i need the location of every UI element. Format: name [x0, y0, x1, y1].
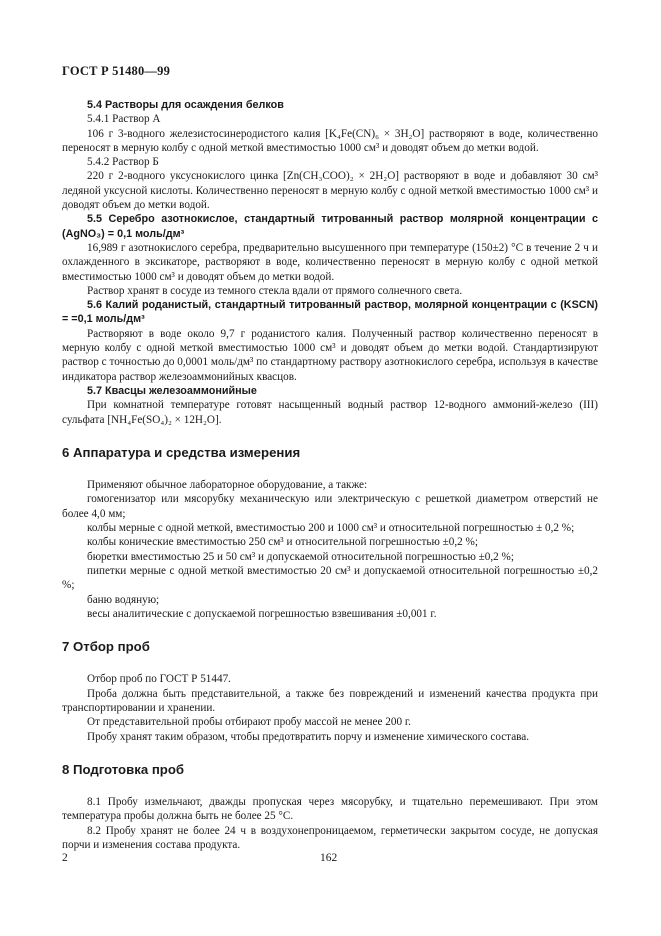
paragraph-8-1: 8.1 Пробу измельчают, дважды пропуская через мясорубку, и тщательно перемешивают. При этом температура пробы должна быть не более 25 °С. — [62, 796, 598, 823]
heading-5-4: 5.4 Растворы для осаждения белков — [87, 99, 284, 111]
paragraph-7-3: От представительной пробы отбирают пробу массой не менее 200 г. — [87, 716, 411, 729]
list-item-6-4: бюретки вместимостью 25 и 50 см³ и допускаемой относительной погрешностью ±0,2 %; — [87, 550, 514, 563]
paragraph-7-2: Проба должна быть представительной, а также без повреждений и изменений качества продукта при транспортировании и хранении. — [62, 687, 598, 714]
paragraph-7-4: Пробу хранят таким образом, чтобы предотвратить порчу и изменение химического состава. — [87, 730, 530, 743]
list-item-6-6: баню водяную; — [87, 593, 160, 606]
list-item-6-1: гомогенизатор или мясорубку механическую или электрическую с решеткой диаметром отверстий не более 4,0 мм; — [62, 493, 598, 520]
paragraph-5-7-1: При комнатной температуре готовят насыщенный водный раствор 12-водного аммоний-железо (III) сульфата [NH₄Fe(SO₄)₂ × 12H₂O]. — [62, 399, 598, 426]
paragraph-5-6-1: Растворяют в воде около 9,7 г роданистого калия. Полученный раствор количественно переносят в мерную колбу с одной меткой вместимостью 1000 см³ и доводят объем до метки водой. Стандартизируют раствор с точностью до 0,0001 моль/дм³ по стандартному раствору азотнокислого серебра, используя в качестве индикатора раствор железоаммонийных квасцов. — [62, 327, 598, 383]
page-number: 2 — [62, 852, 68, 864]
section-7-title: 7 Отбор проб — [62, 639, 150, 655]
heading-5-6: 5.6 Калий роданистый, стандартный титрованный раствор, молярной концентрации c (KSCN) = =0,1 моль/дм³ — [62, 299, 598, 326]
paragraph-5-4-2: 220 г 2-водного уксуснокислого цинка [Zn(CH₃COO)₂ × 2H₂O] растворяют в воде и добавляют 30 см³ ледяной уксусной кислоты. Количественно переносят в мерную колбу с одной меткой вместимостью 1000 см³ и доводят объем до метки водой. — [62, 170, 598, 212]
paragraph-5-5-1: 16,989 г азотнокислого серебра, предварительно высушенного при температуре (150±2) °С в течение 2 ч и охлажденного в эксикаторе, растворяют в воде, количественно переносят в мерную колбу с одной меткой вместимостью 1000 см³ и доводят объем до метки водой. — [62, 241, 598, 283]
section-8-title: 8 Подготовка проб — [62, 761, 185, 777]
list-item-6-2: колбы мерные с одной меткой, вместимостью 200 и 1000 см³ и относительной погрешностью ± 0,2 %; — [87, 522, 575, 535]
heading-5-5: 5.5 Серебро азотнокислое, стандартный титрованный раствор молярной концентрации c (AgNO₃) = 0,1 моль/дм³ — [62, 213, 598, 240]
center-page-number: 162 — [320, 852, 338, 864]
list-item-6-3: колбы конические вместимостью 250 см³ и относительной погрешностью ±0,2 %; — [87, 536, 478, 549]
paragraph-5-5-2: Раствор хранят в сосуде из темного стекла вдали от прямого солнечного света. — [87, 284, 463, 297]
paragraph-7-1: Отбор проб по ГОСТ Р 51447. — [87, 673, 231, 686]
paragraph-8-2: 8.2 Пробу хранят не более 24 ч в воздухонепроницаемом, герметически закрытом сосуде, не допуская порчи и изменения состава продукта. — [62, 824, 598, 852]
paragraph-5-4-1: 106 г 3-водного железистосинеродистого калия [K₄Fe(CN)₆ × 3H₂O] растворяют в воде, количественно переносят в мерную колбу с одной меткой вместимостью 1000 см³ и доводят объем до метки водой. — [62, 127, 598, 154]
standard-header: ГОСТ Р 51480—99 — [62, 64, 171, 78]
subheading-5-4-1: 5.4.1 Раствор А — [87, 113, 161, 126]
list-item-6-5: пипетки мерные с одной меткой вместимостью 20 см³ и допускаемой относительной погрешностью ±0,2 %; — [62, 564, 598, 592]
document-body — [62, 98, 598, 852]
heading-5-7: 5.7 Квасцы железоаммонийные — [87, 384, 257, 397]
subheading-5-4-2: 5.4.2 Раствор Б — [87, 156, 159, 169]
list-item-6-7: весы аналитические с допускаемой погрешностью взвешивания ±0,001 г. — [87, 607, 437, 620]
paragraph-6-intro: Применяют обычное лабораторное оборудование, а также: — [87, 479, 368, 492]
section-6-title: 6 Аппаратура и средства измерения — [62, 444, 301, 460]
